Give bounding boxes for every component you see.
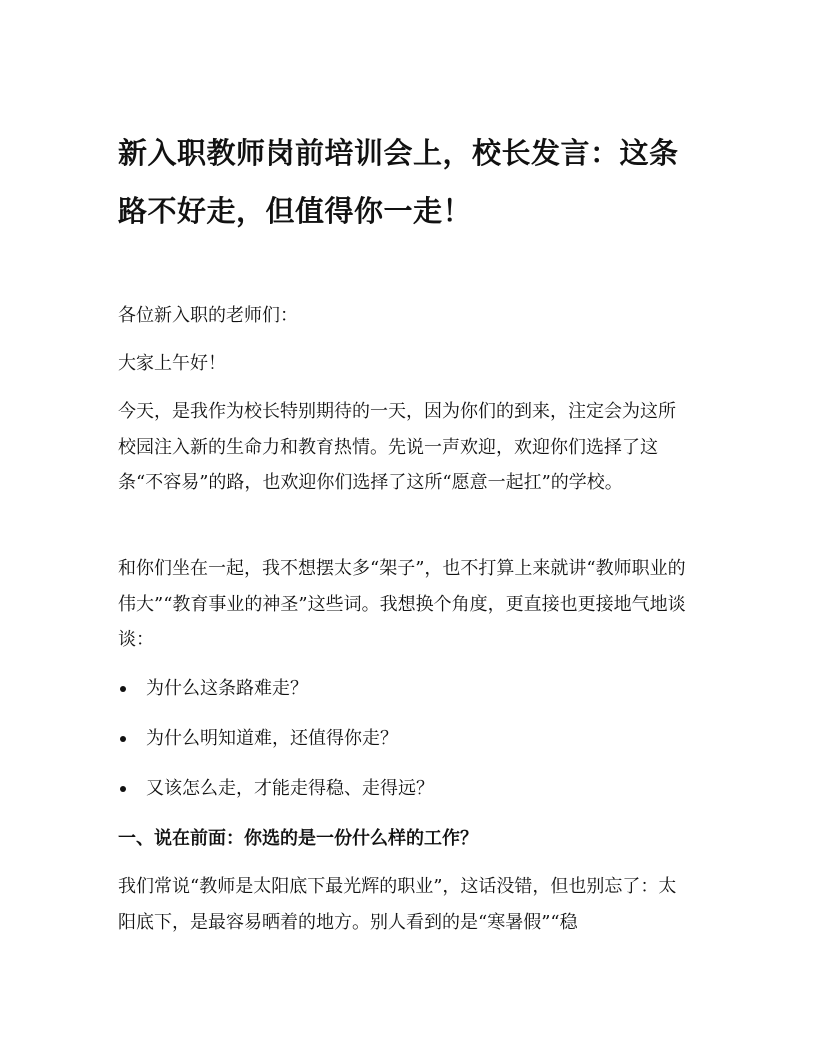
greeting: 大家上午好！ <box>118 353 226 374</box>
paragraph-welcome: 今天，是我作为校长特别期待的一天，因为你们的到来，注定会为这所校园注入新的生命力和教育热情。先说一声欢迎，欢迎你们选择了这条“不容易”的路，也欢迎你们选择了这所“愿意一起扛”的学校。 <box>118 401 676 493</box>
list-item <box>146 771 434 807</box>
section-heading: 一、说在前面：你选的是一份什么样的工作？ <box>118 828 478 849</box>
bullet-icon <box>120 686 126 692</box>
list-item-text: 为什么明知道难，还值得你走？ <box>146 728 398 749</box>
section-paragraph: 我们常说“教师是太阳底下最光辉的职业”，这话没错，但也别忘了：太阳底下，是最容易晒着的地方。别人看到的是“寒暑假”“稳 <box>118 876 677 933</box>
list-item-text: 又该怎么走，才能走得稳、走得远？ <box>146 778 434 799</box>
list-item <box>146 671 308 707</box>
bullet-icon <box>120 786 126 792</box>
list-item <box>146 721 398 757</box>
list-item-text: 为什么这条路难走？ <box>146 678 308 699</box>
salutation: 各位新入职的老师们： <box>118 305 298 326</box>
bullet-icon <box>120 736 126 742</box>
document-title: 新入职教师岗前培训会上，校长发言：这条路不好走，但值得你一走！ <box>118 136 679 228</box>
paragraph-intro: 和你们坐在一起，我不想摆太多“架子”，也不打算上来就讲“教师职业的伟大”“教育事业的神圣”这些词。我想换个角度，更直接也更接地气地谈谈： <box>118 558 686 650</box>
